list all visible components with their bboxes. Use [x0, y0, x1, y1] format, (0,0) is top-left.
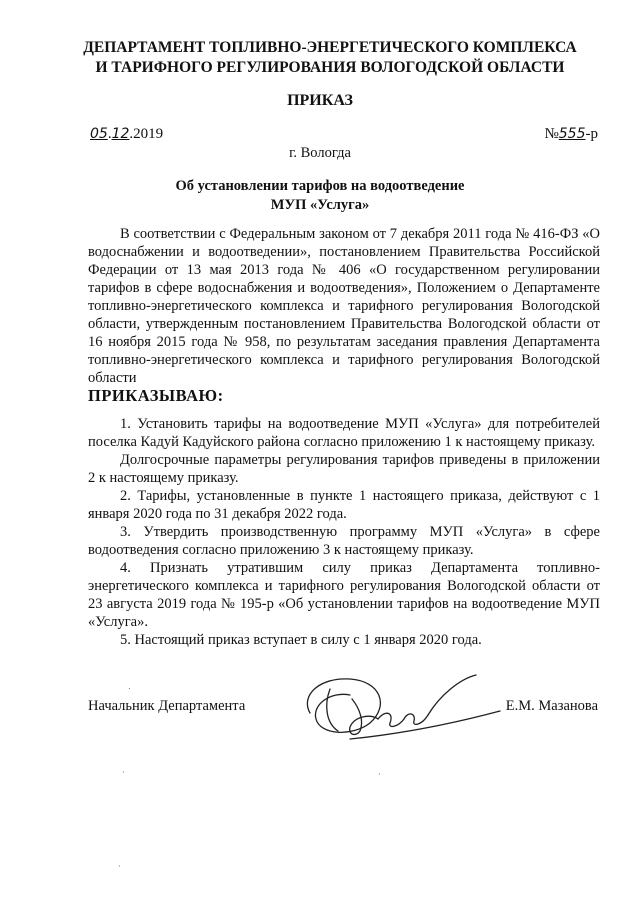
number-prefix: №: [544, 126, 559, 142]
order-date: [90, 126, 163, 143]
scan-speck: .: [128, 682, 131, 692]
signatory-position: Начальник Департамента: [88, 698, 246, 714]
item-4: 4. Признать утратившим силу приказ Департамента топливно-энергетического комплекса и тарифного регулирования Вологодской области от 23 августа 2019 года № 195-р «Об установлении тарифов на водоотведение МУП «Услуга».: [88, 560, 600, 630]
item-2: 2. Тарифы, установленные в пункте 1 настоящего приказа, действуют с 1 января 2020 года по 31 декабря 2022 года.: [88, 488, 600, 522]
order-title: ПРИКАЗ: [287, 92, 353, 109]
item-1: 1. Установить тарифы на водоотведение МУП «Услуга» для потребителей поселка Кадуй Кадуйского района согласно приложению 1 к настоящему приказу.: [88, 416, 600, 450]
scan-speck: ·: [118, 862, 121, 872]
city: г. Вологда: [289, 145, 351, 161]
subject-line-1: Об установлении тарифов на водоотведение: [175, 178, 465, 194]
date-month: 12: [111, 126, 130, 142]
date-year: .2019: [129, 126, 164, 142]
preamble-paragraph: В соответствии с Федеральным законом от 7 декабря 2011 года № 416-ФЗ «О водоснабжении и водоотведении», постановлением Правительства Российской Федерации от 13 мая 2013 года № 406 «О государственном регулировании тарифов в сфере водоснабжения и водоотведения», Положением о Департаменте топливно-энергетического комплекса и тарифного регулирования Вологодской области, утвержденным постановлением Правительства Вологодской области от 16 ноября 2015 года № 958, по результатам заседания правления Департамента топливно-энергетического комплекса и тарифного регулирования Вологодской области: [88, 226, 600, 386]
subject-line-2: МУП «Услуга»: [270, 197, 370, 213]
signatory-name: Е.М. Мазанова: [505, 698, 598, 714]
item-3: 3. Утвердить производственную программу МУП «Услуга» в сфере водоотведения согласно приложению 3 к настоящему приказу.: [88, 524, 600, 558]
date-day: 05: [90, 126, 108, 142]
scan-speck: ·: [122, 768, 125, 778]
order-number: [544, 126, 598, 143]
date-separator: .: [107, 126, 112, 142]
directive-heading: ПРИКАЗЫВАЮ:: [88, 386, 224, 405]
item-1-params: Долгосрочные параметры регулирования тарифов приведены в приложении 2 к настоящему приказу.: [88, 452, 600, 486]
number-value: 555: [558, 126, 586, 142]
department-line-2: И ТАРИФНОГО РЕГУЛИРОВАНИЯ ВОЛОГОДСКОЙ ОБЛАСТИ: [95, 59, 565, 76]
order-subject: [0, 177, 640, 215]
handwritten-signature: [290, 665, 520, 755]
scan-speck: ·: [378, 770, 381, 780]
department-line-1: ДЕПАРТАМЕНТ ТОПЛИВНО-ЭНЕРГЕТИЧЕСКОГО КОМПЛЕКСА: [83, 39, 577, 56]
item-5: 5. Настоящий приказ вступает в силу с 1 января 2020 года.: [120, 632, 482, 648]
department-heading: [70, 38, 590, 78]
number-suffix: -р: [585, 126, 598, 142]
order-body: [88, 225, 600, 649]
